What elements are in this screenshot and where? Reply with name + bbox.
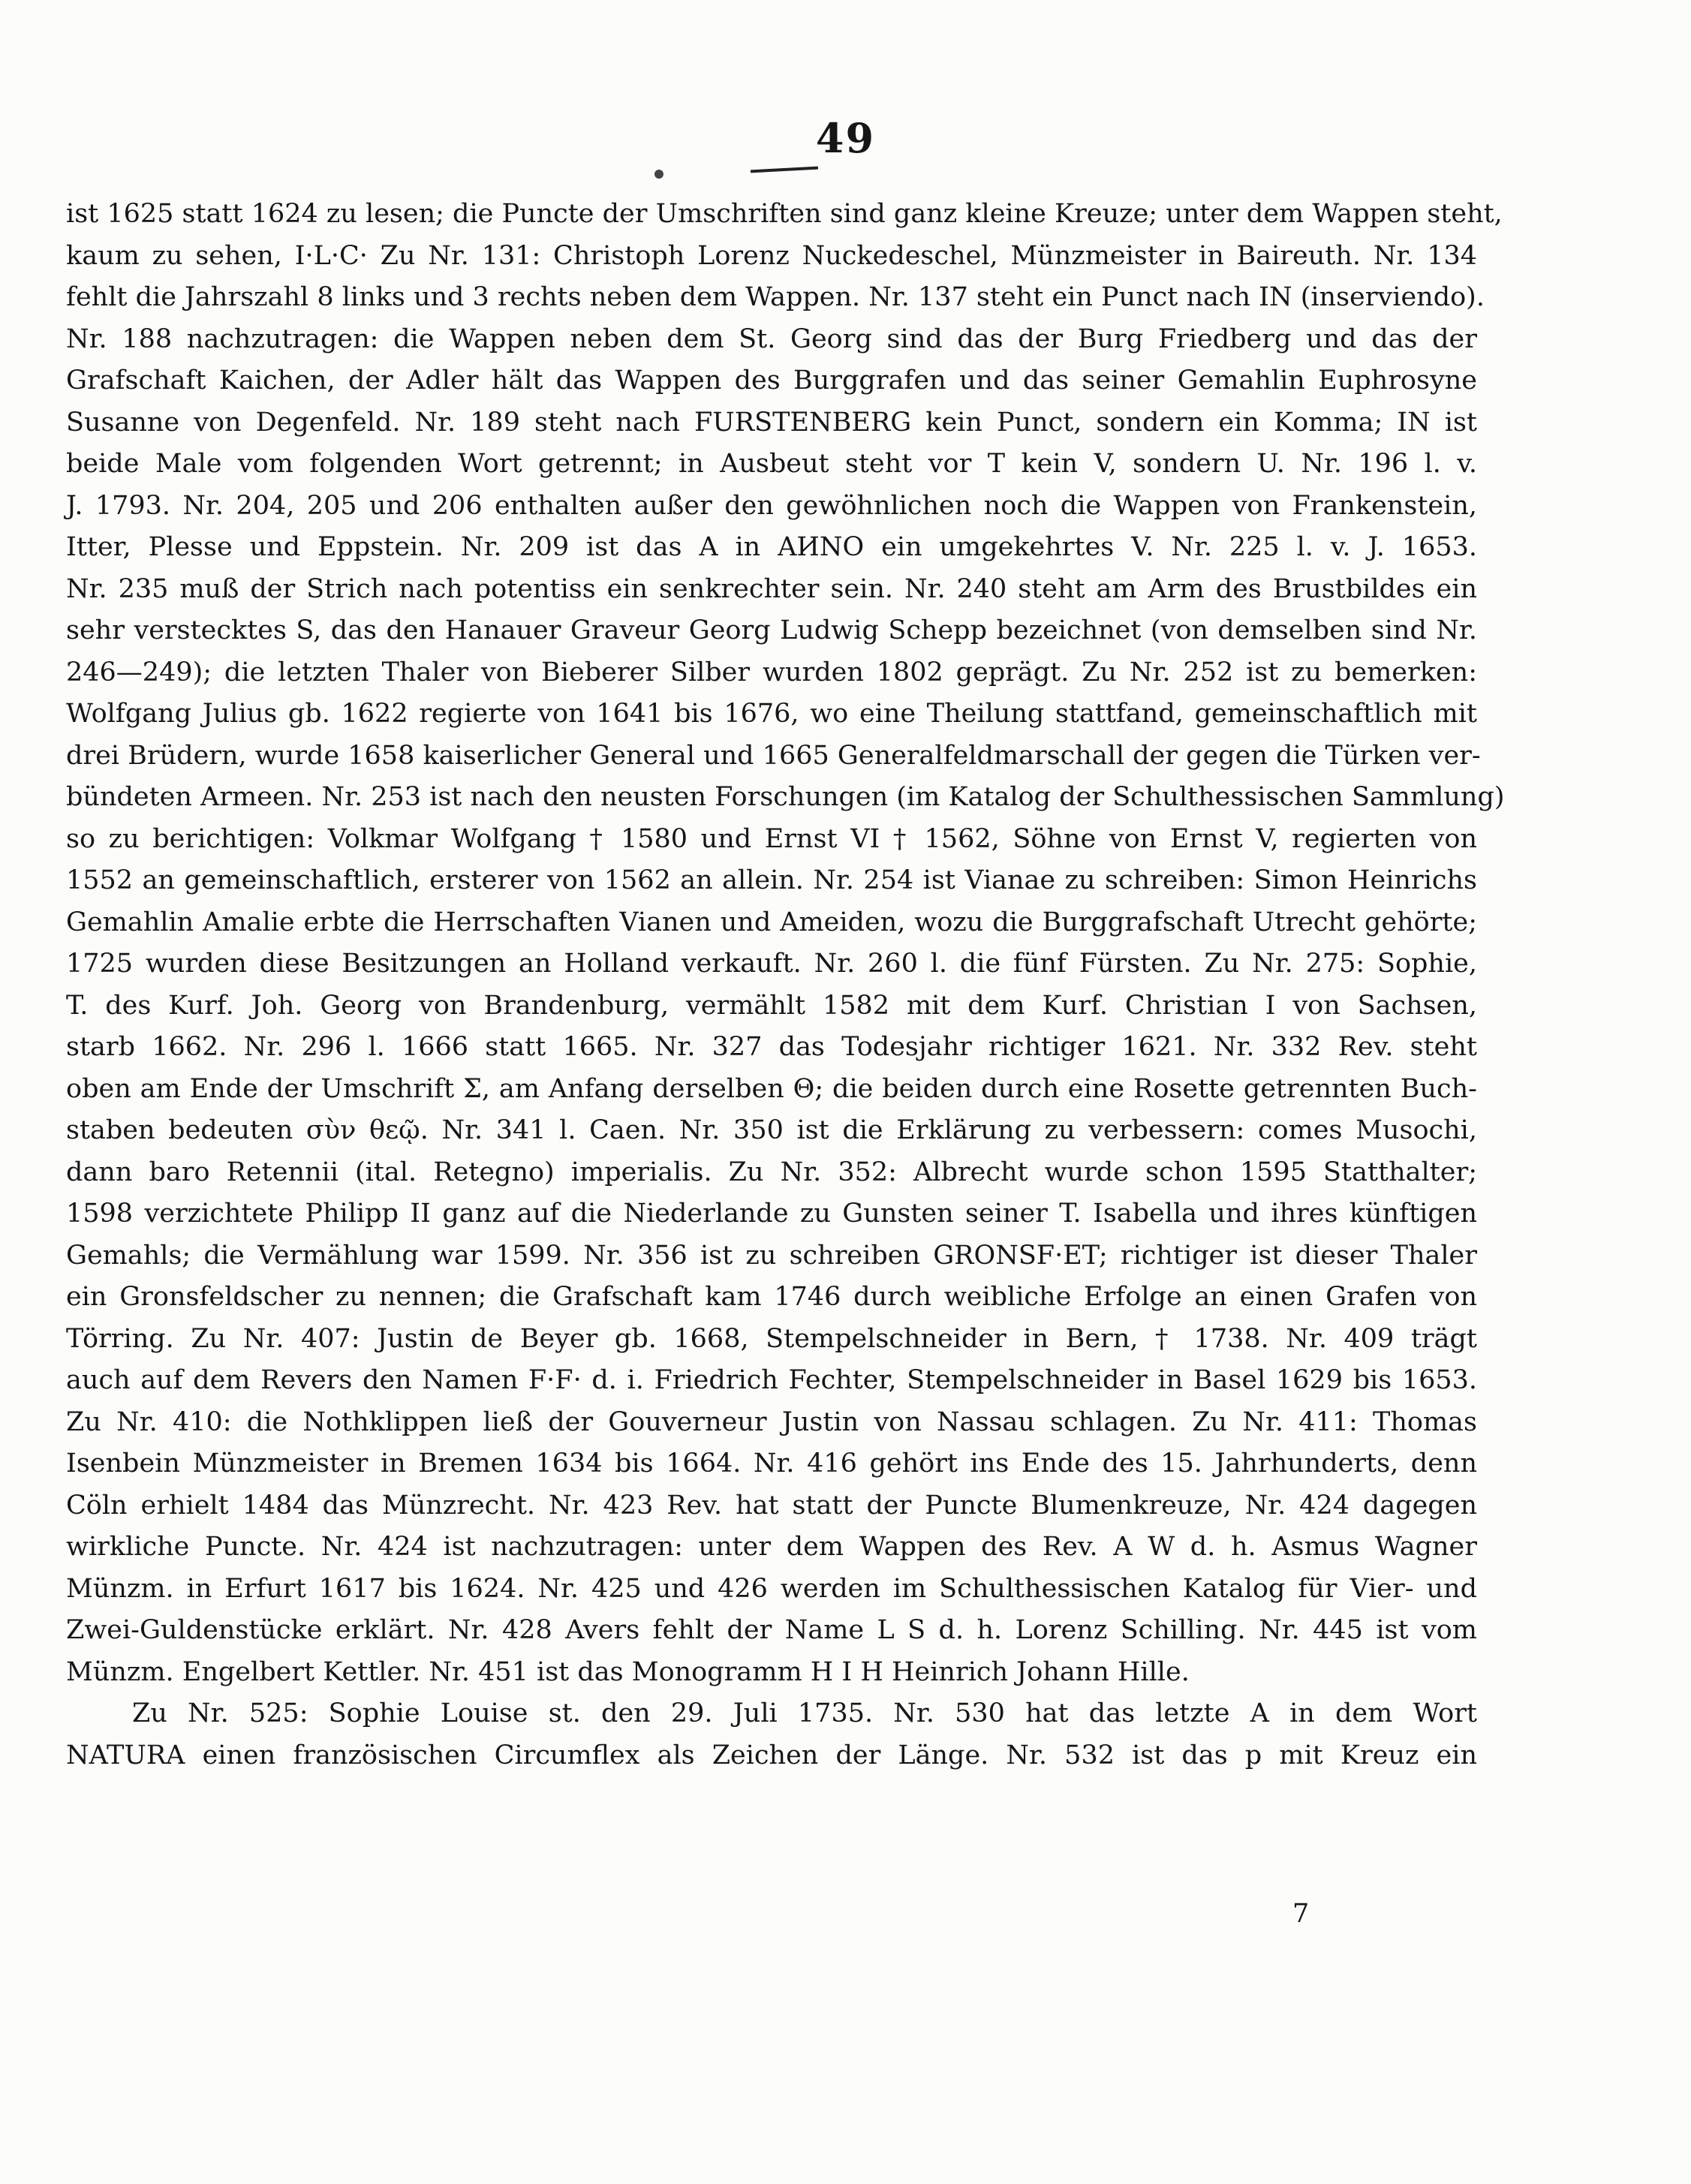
text-line: T. des Kurf. Joh. Georg von Brandenburg, vermählt 1582 mit dem Kurf. Christian I von Sachsen,	[66, 990, 1477, 1021]
text-line: Susanne von Degenfeld. Nr. 189 steht nach FURSTENBERG kein Punct, sondern ein Komma; IN ist	[66, 407, 1477, 438]
text-line: 1598 verzichtete Philipp II ganz auf die Niederlande zu Gunsten seiner T. Isabella und ihres künftigen	[66, 1199, 1477, 1229]
text-line: Isenbein Münzmeister in Bremen 1634 bis 1664. Nr. 416 gehört ins Ende des 15. Jahrhunderts, denn	[66, 1448, 1477, 1479]
text-line: Grafschaft Kaichen, der Adler hält das Wappen des Burggrafen und das seiner Gemahlin Euphrosyne	[66, 366, 1477, 396]
text-line: bündeten Armeen. Nr. 253 ist nach den neusten Forschungen (im Katalog der Schulthessischen Sammlung)	[66, 782, 1505, 812]
text-line: fehlt die Jahrszahl 8 links und 3 rechts neben dem Wappen. Nr. 137 steht ein Punct nach IN (inserviendo).	[66, 282, 1485, 312]
text-line: Törring. Zu Nr. 407: Justin de Beyer gb. 1668, Stempelschneider in Bern, † 1738. Nr. 409 trägt	[66, 1323, 1477, 1354]
text-line: ist 1625 statt 1624 zu lesen; die Puncte der Umschriften sind ganz kleine Kreuze; unter dem Wappen steht,	[66, 199, 1503, 229]
text-line: ein Gronsfeldscher zu nennen; die Grafschaft kam 1746 durch weibliche Erfolge an einen Grafen von	[66, 1282, 1477, 1312]
text-line: starb 1662. Nr. 296 l. 1666 statt 1665. Nr. 327 das Todesjahr richtiger 1621. Nr. 332 Rev. steht	[66, 1032, 1477, 1062]
text-line: Zu Nr. 525: Sophie Louise st. den 29. Juli 1735. Nr. 530 hat das letzte A in dem Wort	[132, 1698, 1477, 1728]
text-line: NATURA einen französischen Circumflex als Zeichen der Länge. Nr. 532 ist das p mit Kreuz ein	[66, 1740, 1477, 1770]
text-line: beide Male vom folgenden Wort getrennt; in Ausbeut steht vor T kein V, sondern U. Nr. 196 l. v.	[66, 449, 1477, 479]
text-line: drei Brüdern, wurde 1658 kaiserlicher General und 1665 Generalfeldmarschall der gegen die Türken ver-	[66, 740, 1481, 771]
text-line: 1552 an gemeinschaftlich, ersterer von 1562 an allein. Nr. 254 ist Vianae zu schreiben: Simon Heinrichs	[66, 865, 1477, 895]
text-line: 1725 wurden diese Besitzungen an Holland verkauft. Nr. 260 l. die fünf Fürsten. Zu Nr. 275: Sophie,	[66, 949, 1477, 979]
page-number-underline	[751, 167, 818, 173]
text-line: J. 1793. Nr. 204, 205 und 206 enthalten außer den gewöhnlichen noch die Wappen von Frankenstein,	[66, 490, 1477, 521]
page-number: 49	[815, 114, 876, 162]
text-line: so zu berichtigen: Volkmar Wolfgang † 1580 und Ernst VI † 1562, Söhne von Ernst V, regierten von	[66, 823, 1477, 854]
ink-dot	[654, 170, 663, 179]
text-line: wirkliche Puncte. Nr. 424 ist nachzutragen: unter dem Wappen des Rev. A W d. h. Asmus Wagner	[66, 1532, 1477, 1562]
sheet-signature: 7	[1292, 1899, 1310, 1929]
text-line: Zu Nr. 410: die Nothklippen ließ der Gouverneur Justin von Nassau schlagen. Zu Nr. 411: Thomas	[66, 1406, 1477, 1437]
text-line: Itter, Plesse und Eppstein. Nr. 209 ist das A in AИNO ein umgekehrtes V. Nr. 225 l. v. J. 1653.	[66, 532, 1477, 562]
text-line: auch auf dem Revers den Namen F·F· d. i. Friedrich Fechter, Stempelschneider in Basel 1629 bis 1653.	[66, 1365, 1477, 1395]
text-line: sehr verstecktes S, das den Hanauer Graveur Georg Ludwig Schepp bezeichnet (von demselben sind Nr.	[66, 615, 1477, 645]
text-line: Nr. 235 muß der Strich nach potentiss ein senkrechter sein. Nr. 240 steht am Arm des Brustbildes ein	[66, 573, 1477, 604]
text-line: 246—249); die letzten Thaler von Bieberer Silber wurden 1802 geprägt. Zu Nr. 252 ist zu bemerken:	[66, 657, 1477, 687]
text-line: Gemahls; die Vermählung war 1599. Nr. 356 ist zu schreiben GRONSF·ET; richtiger ist dieser Thaler	[66, 1240, 1477, 1271]
text-line: Münzm. in Erfurt 1617 bis 1624. Nr. 425 und 426 werden im Schulthessischen Katalog für Vier- und	[66, 1573, 1477, 1604]
text-line: Zwei-Guldenstücke erklärt. Nr. 428 Avers fehlt der Name L S d. h. Lorenz Schilling. Nr. 445 ist vom	[66, 1615, 1477, 1645]
text-line: Wolfgang Julius gb. 1622 regierte von 1641 bis 1676, wo eine Theilung stattfand, gemeinschaftlich mit	[66, 699, 1477, 729]
text-line: oben am Ende der Umschrift Σ, am Anfang derselben Θ; die beiden durch eine Rosette getrennten Buch-	[66, 1073, 1477, 1104]
text-line: Münzm. Engelbert Kettler. Nr. 451 ist das Monogramm H I H Heinrich Johann Hille.	[66, 1656, 1190, 1687]
text-line: dann baro Retennii (ital. Retegno) imperialis. Zu Nr. 352: Albrecht wurde schon 1595 Statthalter;	[66, 1157, 1477, 1187]
text-line: Cöln erhielt 1484 das Münzrecht. Nr. 423 Rev. hat statt der Puncte Blumenkreuze, Nr. 424 dagegen	[66, 1490, 1477, 1521]
body-text	[66, 194, 1505, 1776]
text-line: staben bedeuten σὺν θεῷ. Nr. 341 l. Caen. Nr. 350 ist die Erklärung zu verbessern: comes Musochi,	[66, 1115, 1477, 1145]
text-line: kaum zu sehen, I·L·C· Zu Nr. 131: Christoph Lorenz Nuckedeschel, Münzmeister in Baireuth. Nr. 134	[66, 240, 1477, 271]
text-line: Gemahlin Amalie erbte die Herrschaften Vianen und Ameiden, wozu die Burggrafschaft Utrecht gehörte;	[66, 907, 1477, 937]
text-line: Nr. 188 nachzutragen: die Wappen neben dem St. Georg sind das der Burg Friedberg und das der	[66, 323, 1477, 354]
